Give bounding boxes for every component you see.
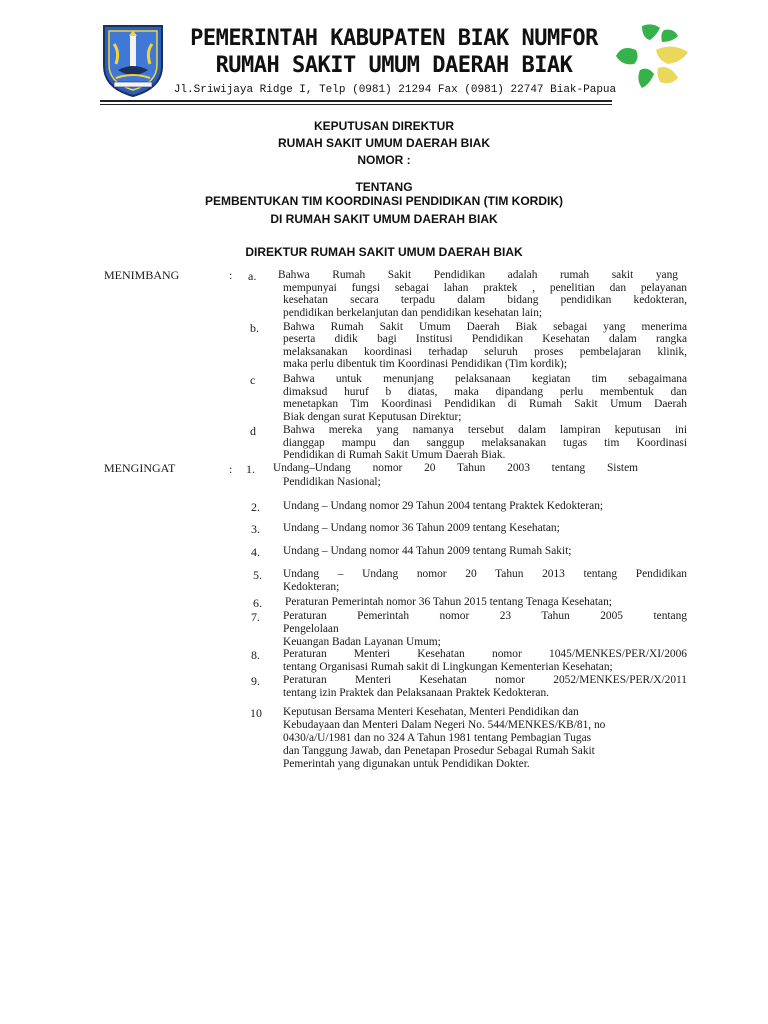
list-marker: 6. [253, 596, 262, 610]
list-item-text: Peraturan Pemerintah nomor 23 Tahun 2005 tentang [283, 610, 687, 622]
list-item-text: 0430/a/U/1981 dan no 324 A Tahun 1981 tentang Pembagian Tugas [283, 732, 592, 744]
list-item-text: pendidikan berkelanjutan dan pendidikan kesehatan lain; [283, 307, 543, 319]
list-item-text: peserta didik bagi Institusi Pendidikan Kesehatan dalam rangka [283, 333, 687, 345]
decree-subject-line2: DI RUMAH SAKIT UMUM DAERAH BIAK [270, 212, 498, 226]
list-item-text: Undang – Undang nomor 36 Tahun 2009 tentang Kesehatan; [283, 522, 560, 534]
hospital-name: RUMAH SAKIT UMUM DAERAH BIAK [215, 53, 573, 78]
list-item-text: Undang – Undang nomor 20 Tahun 2013 tentang Pendidikan [283, 568, 687, 580]
decree-subject-line1: PEMBENTUKAN TIM KOORDINASI PENDIDIKAN (TIM KORDIK) [205, 194, 563, 208]
list-item-text: kesehatan secara terpadu dalam bidang pendidikan kedokteran, [283, 294, 687, 306]
list-marker: 5. [253, 568, 262, 582]
list-item-text: Keuangan Badan Layanan Umum; [283, 636, 441, 648]
list-item-text: Keputusan Bersama Menteri Kesehatan, Menteri Pendidikan dan [283, 706, 579, 718]
list-marker: 10 [250, 706, 262, 720]
director-heading: DIREKTUR RUMAH SAKIT UMUM DAERAH BIAK [245, 245, 523, 259]
letterhead-rule-thin [100, 104, 612, 105]
list-marker: d [250, 424, 256, 438]
hospital-address: Jl.Sriwijaya Ridge I, Telp (0981) 21294 Fax (0981) 22747 Biak-Papua [173, 84, 617, 96]
list-item-text: Bahwa untuk menunjang pelaksanaan kegiatan tim sebagaimana [283, 373, 687, 385]
decree-issuer: RUMAH SAKIT UMUM DAERAH BIAK [278, 136, 490, 150]
list-marker: 1. [246, 462, 255, 476]
mengingat-colon: : [229, 462, 233, 476]
list-item-text: Peraturan Menteri Kesehatan nomor 2052/MENKES/PER/X/2011 [283, 674, 687, 686]
list-item-text: Bahwa mereka yang namanya tersebut dalam lampiran keputusan ini [283, 424, 687, 436]
list-item-text: Peraturan Pemerintah nomor 36 Tahun 2015 tentang Tenaga Kesehatan; [285, 596, 612, 608]
list-item-text: Kebudayaan dan Menteri Dalam Negeri No. 544/MENKES/KB/81, no [283, 719, 606, 731]
list-item-text: Kedokteran; [283, 581, 340, 593]
list-item-text: menetapkan Tim Koordinasi Pendidikan di Rumah Sakit Umum Daerah [283, 398, 687, 410]
menimbang-colon: : [229, 268, 233, 282]
list-item-text: Pengelolaan [283, 623, 339, 635]
list-item-text: Pendidikan di Rumah Sakit Umum Daerah Biak. [283, 449, 506, 461]
list-marker: 8. [251, 648, 260, 662]
list-item-text: melaksanakan koordinasi terhadap seluruh proses pembelajaran klinik, [283, 346, 687, 358]
hospital-cross-logo [612, 22, 692, 92]
list-marker: a. [248, 269, 257, 283]
list-item-text: Undang – Undang nomor 29 Tahun 2004 tentang Praktek Kedokteran; [283, 500, 604, 512]
list-item-text: Peraturan Menteri Kesehatan nomor 1045/MENKES/PER/XI/2006 [283, 648, 687, 660]
decree-title: KEPUTUSAN DIREKTUR [313, 119, 454, 133]
list-item-text: tentang izin Praktek dan Pelaksanaan Praktek Kedokteran. [283, 687, 550, 699]
list-marker: 7. [251, 610, 260, 624]
list-item-text: Pendidikan Nasional; [283, 476, 381, 488]
list-marker: c [250, 373, 256, 387]
tentang-heading: TENTANG [355, 180, 413, 194]
list-item-text: mempunyai fungsi sebagai lahan praktek , penelitian dan pelayanan [283, 282, 687, 294]
decree-number: NOMOR : [357, 153, 411, 167]
list-marker: 2. [251, 500, 260, 514]
list-item-text: Pemerintah yang digunakan untuk Pendidikan Dokter. [283, 758, 530, 770]
regency-crest-logo [100, 22, 166, 98]
list-item-text: Undang–Undang nomor 20 Tahun 2003 tentang Sistem [273, 462, 638, 474]
list-marker: 3. [251, 522, 260, 536]
list-item-text: Biak dengan surat Keputusan Direktur; [283, 411, 462, 423]
menimbang-label: MENIMBANG [104, 268, 180, 282]
list-item-text: dan Tanggung Jawab, dan Penetapan Prosedur Sebagai Rumah Sakit [283, 745, 595, 757]
mengingat-label: MENGINGAT [104, 461, 176, 475]
list-item-text: tentang Organisasi Rumah sakit di Lingkungan Kementerian Kesehatan; [283, 661, 613, 673]
list-marker: 4. [251, 545, 260, 559]
letterhead-rule-thick [100, 100, 612, 102]
list-item-text: Bahwa Rumah Sakit Umum Daerah Biak sebagai yang menerima [283, 321, 687, 333]
government-name: PEMERINTAH KABUPATEN BIAK NUMFOR [190, 26, 598, 51]
list-item-text: Bahwa Rumah Sakit Pendidikan adalah rumah sakit yang [278, 269, 678, 281]
list-item-text: Undang – Undang nomor 44 Tahun 2009 tentang Rumah Sakit; [283, 545, 572, 557]
list-item-text: dimaksud huruf b diatas, maka dipandang perlu membentuk dan [283, 386, 687, 398]
list-marker: b. [250, 321, 259, 335]
list-marker: 9. [251, 674, 260, 688]
list-item-text: dianggap mampu dan sanggup melaksanakan tugas tim Koordinasi [283, 437, 687, 449]
list-item-text: maka perlu dibentuk tim Koordinasi Pendidikan (Tim kordik); [283, 358, 567, 370]
